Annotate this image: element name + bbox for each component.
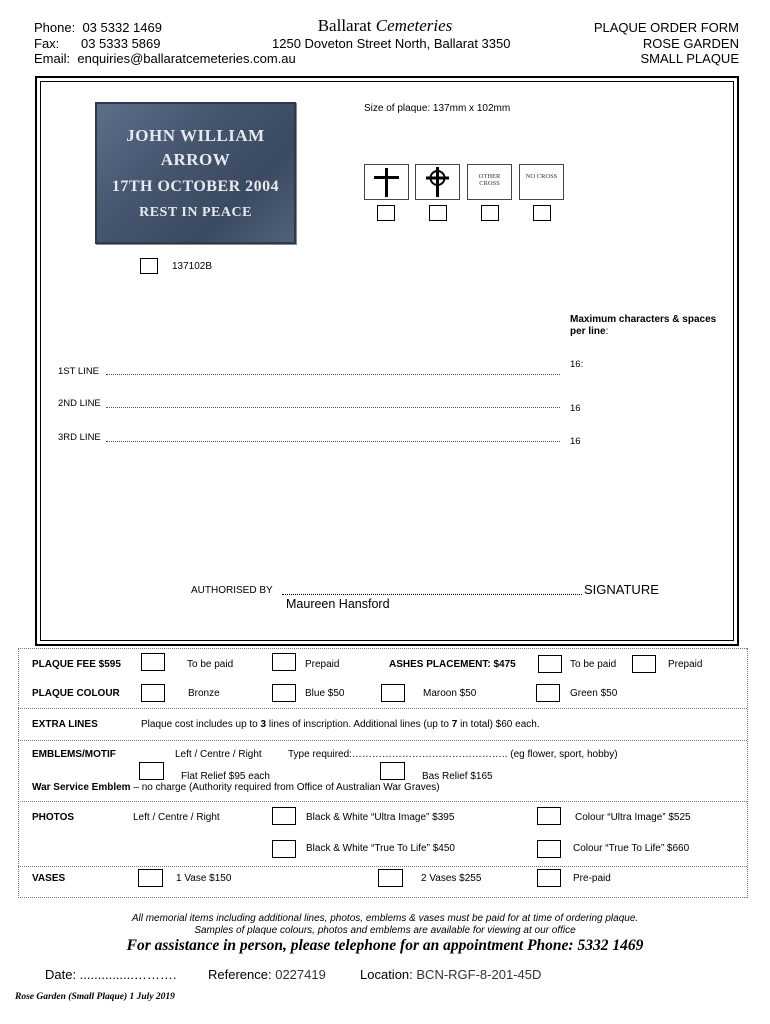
- bw-ultra-checkbox[interactable]: [272, 807, 296, 825]
- war-service-emblem: War Service Emblem – no charge (Authority required from Office of Australian War Graves): [32, 782, 440, 793]
- bronze-label: Bronze: [188, 688, 220, 699]
- other-cross-option: OTHER CROSS: [467, 164, 512, 200]
- table-divider: [18, 801, 747, 802]
- plaque-sample-line: REST IN PEACE: [139, 205, 252, 220]
- inscription-line-2-max: 16: [570, 403, 581, 414]
- plaque-sample-image: [95, 102, 296, 244]
- reference-value: 0227419: [275, 967, 326, 982]
- reference-field: Reference: 0227419: [208, 967, 326, 982]
- one-vase-label: 1 Vase $150: [176, 873, 232, 884]
- ashes-placement-label: ASHES PLACEMENT: $475: [389, 659, 516, 670]
- blue-checkbox[interactable]: [272, 684, 296, 702]
- to-be-paid-label: To be paid: [187, 659, 234, 670]
- samples-note: Samples of plaque colours, photos and emblems are available for viewing at our office: [194, 925, 576, 936]
- table-divider: [18, 740, 747, 741]
- inscription-line-3-label: 3RD LINE: [58, 432, 101, 443]
- payment-note: All memorial items including additional lines, photos, emblems & vases must be paid for at time of ordering plaque.: [131, 913, 639, 924]
- org-address: 1250 Doveton Street North, Ballarat 3350: [272, 36, 511, 51]
- celtic-cross-checkbox[interactable]: [429, 205, 447, 221]
- emblems-motif-label: EMBLEMS/MOTIF: [32, 749, 116, 760]
- authorised-by-field[interactable]: [282, 594, 582, 595]
- inscription-line-3-max: 16: [570, 436, 581, 447]
- plaque-code-checkbox[interactable]: [140, 258, 158, 274]
- table-divider: [18, 708, 747, 709]
- flat-relief-checkbox[interactable]: [139, 762, 164, 780]
- table-divider: [18, 897, 747, 898]
- maroon-label: Maroon $50: [423, 688, 477, 699]
- bw-true-checkbox[interactable]: [272, 840, 296, 858]
- blue-label: Blue $50: [305, 688, 345, 699]
- two-vases-checkbox[interactable]: [378, 869, 403, 887]
- plaque-fee-prepaid-checkbox[interactable]: [272, 653, 296, 671]
- table-divider: [18, 866, 747, 867]
- one-vase-checkbox[interactable]: [138, 869, 163, 887]
- colour-ultra-label: Colour “Ultra Image” $525: [575, 812, 691, 823]
- phone-line: Phone: 03 5332 1469: [34, 20, 162, 35]
- flat-relief-label: Flat Relief $95 each: [181, 771, 270, 782]
- bw-ultra-label: Black & White “Ultra Image” $395: [306, 812, 455, 823]
- photos-label: PHOTOS: [32, 812, 75, 823]
- plaque-sample-line: 17TH OCTOBER 2004: [111, 178, 280, 195]
- table-border-right: [747, 648, 748, 898]
- emblems-type-required[interactable]: Type required:……………………………………….. (eg flower, sport, hobby): [288, 749, 618, 760]
- maroon-checkbox[interactable]: [381, 684, 405, 702]
- ashes-to-be-paid-label: To be paid: [570, 659, 617, 670]
- inscription-line-1-label: 1ST LINE: [58, 366, 100, 377]
- org-name: Ballarat Cemeteries: [317, 16, 453, 35]
- fax-number: 03 5333 5869: [80, 36, 161, 51]
- form-subtitle: ROSE GARDEN: [642, 36, 739, 51]
- location-value: BCN-RGF-8-201-45D: [416, 967, 542, 982]
- vases-label: VASES: [32, 873, 66, 884]
- plaque-sample-line: JOHN WILLIAM: [126, 126, 265, 145]
- table-border-left: [18, 648, 19, 898]
- plaque-fee-label: PLAQUE FEE $595: [32, 659, 121, 670]
- no-cross-checkbox[interactable]: [533, 205, 551, 221]
- phone-number: 03 5332 1469: [82, 20, 162, 35]
- emblems-position: Left / Centre / Right: [175, 749, 262, 760]
- inscription-line-1-field[interactable]: [106, 374, 560, 375]
- bw-true-label: Black & White “True To Life” $450: [306, 843, 455, 854]
- plaque-sample-line: ARROW: [160, 150, 231, 169]
- fax-line: Fax: 03 5333 5869: [34, 36, 161, 51]
- latin-cross-icon: [364, 164, 409, 200]
- inscription-line-2-field[interactable]: [106, 407, 560, 408]
- colour-ultra-checkbox[interactable]: [537, 807, 561, 825]
- form-title: PLAQUE ORDER FORM: [593, 20, 739, 35]
- form-reference: Rose Garden (Small Plaque) 1 July 2019: [15, 992, 175, 1002]
- max-chars-heading: Maximum characters & spaces per line:: [570, 314, 717, 337]
- location-field: Location: BCN-RGF-8-201-45D: [360, 967, 542, 982]
- form-type: SMALL PLAQUE: [640, 51, 739, 66]
- colour-true-checkbox[interactable]: [537, 840, 561, 858]
- extra-lines-text: Plaque cost includes up to 3 lines of inscription. Additional lines (up to 7 in total) $60 each.: [141, 719, 540, 730]
- table-divider: [18, 648, 747, 649]
- authorised-by-label: AUTHORISED BY: [191, 585, 273, 596]
- colour-true-label: Colour “True To Life” $660: [573, 843, 690, 854]
- inscription-line-3-field[interactable]: [106, 441, 560, 442]
- two-vases-label: 2 Vases $255: [421, 873, 482, 884]
- prepaid-label: Prepaid: [305, 659, 340, 670]
- plaque-fee-to-be-paid-checkbox[interactable]: [141, 653, 165, 671]
- vase-prepaid-checkbox[interactable]: [537, 869, 561, 887]
- celtic-cross-icon: [415, 164, 460, 200]
- no-cross-option: NO CROSS: [519, 164, 564, 200]
- extra-lines-label: EXTRA LINES: [32, 719, 98, 730]
- email-address[interactable]: enquiries@ballaratcemeteries.com.au: [77, 51, 296, 66]
- ashes-to-be-paid-checkbox[interactable]: [538, 655, 562, 673]
- photos-position: Left / Centre / Right: [133, 812, 220, 823]
- other-cross-checkbox[interactable]: [481, 205, 499, 221]
- inscription-line-1-max: 16:: [570, 359, 584, 370]
- plaque-size: Size of plaque: 137mm x 102mm: [364, 103, 511, 114]
- inscription-line-2-label: 2ND LINE: [58, 398, 101, 409]
- date-field[interactable]: Date: ...............……….: [45, 967, 177, 982]
- email-line: Email: enquiries@ballaratcemeteries.com.au: [34, 51, 296, 66]
- latin-cross-checkbox[interactable]: [377, 205, 395, 221]
- ashes-prepaid-checkbox[interactable]: [632, 655, 656, 673]
- plaque-colour-label: PLAQUE COLOUR: [32, 688, 120, 699]
- plaque-code: 137102B: [172, 261, 213, 272]
- vase-prepaid-label: Pre-paid: [573, 873, 611, 884]
- green-label: Green $50: [570, 688, 618, 699]
- green-checkbox[interactable]: [536, 684, 560, 702]
- ashes-prepaid-label: Prepaid: [668, 659, 703, 670]
- assistance-note: For assistance in person, please telephone for an appointment Phone: 5332 1469: [126, 937, 644, 954]
- bronze-checkbox[interactable]: [141, 684, 165, 702]
- bas-relief-label: Bas Relief $165: [422, 771, 493, 782]
- authoriser-name: Maureen Hansford: [286, 597, 390, 611]
- signature-label: SIGNATURE: [584, 582, 659, 597]
- bas-relief-checkbox[interactable]: [380, 762, 405, 780]
